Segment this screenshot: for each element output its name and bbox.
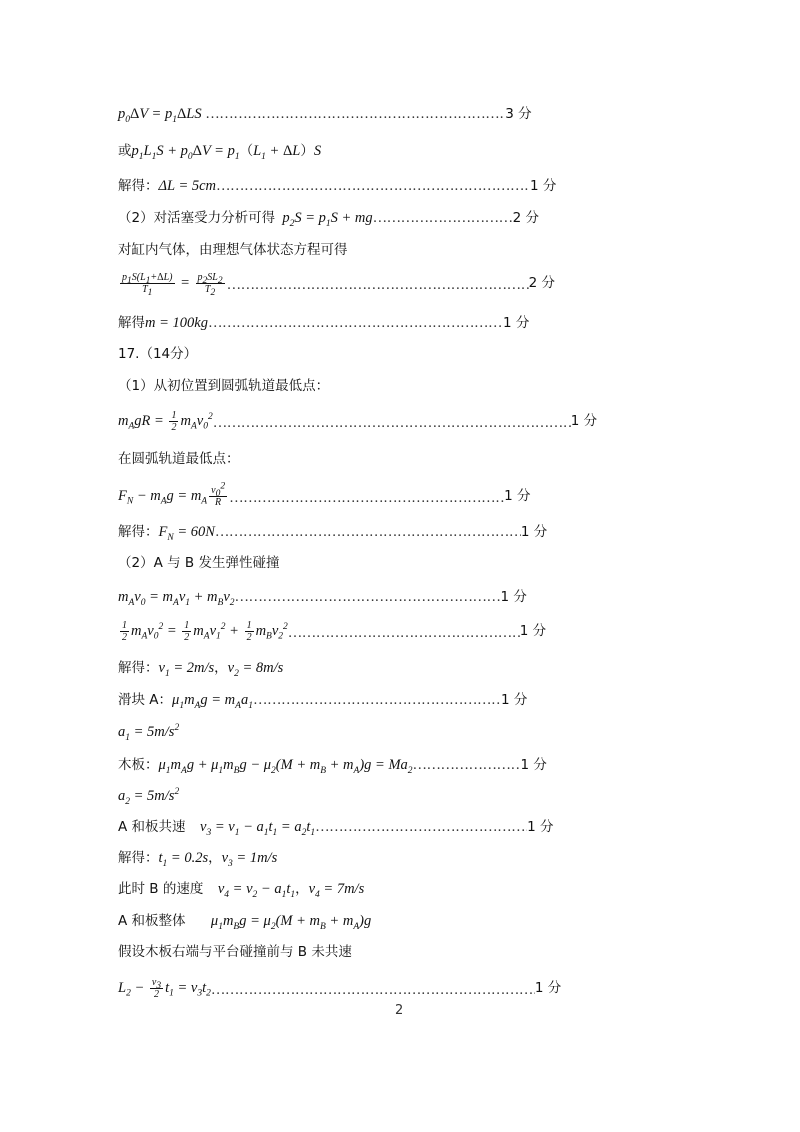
score: 1 分	[570, 412, 598, 429]
score: 1 分	[527, 819, 554, 835]
score: 1 分	[530, 178, 557, 194]
text-line: （1）从初位置到圆弧轨道最低点：	[118, 378, 330, 394]
score: 1 分	[502, 315, 530, 331]
score: 1 分	[520, 757, 547, 773]
text-line: 假设木板右端与平台碰撞前与 B 未共速	[118, 944, 352, 960]
equation-line: $F_N - m_Ag = m_A$ $\frac{v_0^2}{R}$ …………………………………………………………………………………………………………………………………… 1 分	[118, 485, 530, 508]
equation-line: 解得：$v_1 = 2m/s$，$v_2 = 8m/s$	[118, 660, 284, 679]
page-number: 2	[395, 1003, 404, 1018]
equation-line: $\frac{1}{2}$ $m_Av_0^2$ = $\frac{1}{2}$ $m_Av_1^2$ + $\frac{1}{2}$ $m_Bv_2^2\dots\dots\dots\dots\dots\dots\dots\dots\dots\dots\dots\dots\dots\dots\dots\dots\dots\dots\dots\dots\dots\dots\dots\dots\dots\dots\dots\dots\dots\dots\dots\dots\dots\dots\dots\dots\dots\dots\dots\dots\dots\dots\dots\dots\dots\dots\dots\dots\dots\dots$ 1 分	[118, 620, 546, 643]
section-heading: 17.（14分）	[118, 346, 198, 362]
text-line: 在圆弧轨道最低点：	[118, 451, 240, 467]
equation-line: A 和板整体 $\mu_1m_Bg = \mu_2(M + m_B + m_A)g$	[118, 913, 372, 932]
score: 1 分	[534, 979, 562, 996]
equation-line: 木板：$\mu_1m_Ag + \mu_1m_Bg - \mu_2(M + m_B + m_A)g$ = $Ma_2\dots\dots\dots\dots\dots\dots\dots\dots\dots\dots\dots\dots\dots\dots\dots\dots\dots\dots\dots\dots\dots\dots\dots\dots\dots\dots\dots\dots\dots\dots\dots\dots\dots\dots\dots\dots\dots\dots\dots\dots\dots\dots\dots\dots\dots\dots\dots\dots\dots\dots$ 1 分	[118, 755, 547, 775]
equation-line: $a_2 = 5m/s^2$	[118, 787, 180, 807]
equation-line: $L_2$ − $\frac{v_3}{2}$ $t_1$ = $v_3t_2\dots\dots\dots\dots\dots\dots\dots\dots\dots\dots\dots\dots\dots\dots\dots\dots\dots\dots\dots\dots\dots\dots\dots\dots\dots\dots\dots\dots\dots\dots\dots\dots\dots\dots\dots\dots\dots\dots\dots\dots\dots\dots\dots\dots\dots\dots\dots\dots\dots\dots$ 1 分	[118, 977, 561, 1000]
equation-line: $\frac{p_1S(L_1+\Delta L)}{T_1}$ = $\frac{p_2SL_2}{T_2}$ …………………………………………………………………………………………………………………………………… 2 分	[118, 272, 555, 295]
score: 1 分	[520, 524, 548, 540]
score: 2 分	[528, 274, 555, 291]
equation-line: （2）对活塞受力分析可得 $p_2S = p_1S$ + mg…………………………………………………………………………………………………………………………………… 2 分	[118, 208, 539, 228]
equation-line: $p_0\Delta V = p_1\Delta LS$ …………………………………………………………………………………………………………………………………… 3 分	[118, 104, 532, 124]
equation-line: $m_AgR$ = $\frac{1}{2}$ $m_Av_0^2\dots\dots\dots\dots\dots\dots\dots\dots\dots\dots\dots\dots\dots\dots\dots\dots\dots\dots\dots\dots\dots\dots\dots\dots\dots\dots\dots\dots\dots\dots\dots\dots\dots\dots\dots\dots\dots\dots\dots\dots\dots\dots\dots\dots\dots\dots\dots\dots\dots\dots$ 1 分	[118, 410, 597, 433]
equation-line: 滑块 A：$\mu_1m_Ag$ = $m_Aa_1\dots\dots\dots\dots\dots\dots\dots\dots\dots\dots\dots\dots\dots\dots\dots\dots\dots\dots\dots\dots\dots\dots\dots\dots\dots\dots\dots\dots\dots\dots\dots\dots\dots\dots\dots\dots\dots\dots\dots\dots\dots\dots\dots\dots\dots\dots\dots\dots\dots\dots$ 1 分	[118, 690, 527, 710]
equation-line: 此时 B 的速度 $v_4 = v_2 - a_1t_1$，$v_4 = 7m/s$	[118, 881, 365, 900]
equation-line: $m_Av_0 = m_Av_1$ + $m_Bv_2\dots\dots\dots\dots\dots\dots\dots\dots\dots\dots\dots\dots\dots\dots\dots\dots\dots\dots\dots\dots\dots\dots\dots\dots\dots\dots\dots\dots\dots\dots\dots\dots\dots\dots\dots\dots\dots\dots\dots\dots\dots\dots\dots\dots\dots\dots\dots\dots\dots\dots$ 1 分	[118, 587, 527, 607]
score: 1 分	[500, 589, 527, 605]
equation-line: $a_1 = 5m/s^2$	[118, 723, 180, 743]
score: 1 分	[504, 487, 531, 504]
equation-line: A 和板共速 $v_3 = v_1 - a_1t_1$ = $a_2t_1\dots\dots\dots\dots\dots\dots\dots\dots\dots\dots\dots\dots\dots\dots\dots\dots\dots\dots\dots\dots\dots\dots\dots\dots\dots\dots\dots\dots\dots\dots\dots\dots\dots\dots\dots\dots\dots\dots\dots\dots\dots\dots\dots\dots\dots\dots\dots\dots\dots\dots$ 1 分	[118, 817, 554, 837]
equation-line: 解得：$F_N$ = 60N…………………………………………………………………………………………………………………………………… 1 分	[118, 522, 547, 542]
score: 1 分	[500, 692, 528, 708]
equation-line: 解得：$t_1 = 0.2s$，$v_3 = 1m/s$	[118, 850, 278, 869]
equation-line: 或$p_1L_1S + p_0\Delta V = p_1(L_1 + \Delta L)S$	[118, 143, 322, 162]
score: 2 分	[512, 210, 540, 226]
score: 3 分	[505, 106, 532, 122]
equation-line: 解得m = 100kg…………………………………………………………………………………………………………………………………… 1 分	[118, 313, 529, 333]
score: 1 分	[519, 622, 547, 639]
text-line: （2）A 与 B 发生弹性碰撞	[118, 555, 280, 571]
text-line: 对缸内气体，由理想气体状态方程可得	[118, 242, 348, 258]
equation-line: 解得：ΔL = 5cm…………………………………………………………………………………………………………………………………… 1 分	[118, 176, 556, 196]
